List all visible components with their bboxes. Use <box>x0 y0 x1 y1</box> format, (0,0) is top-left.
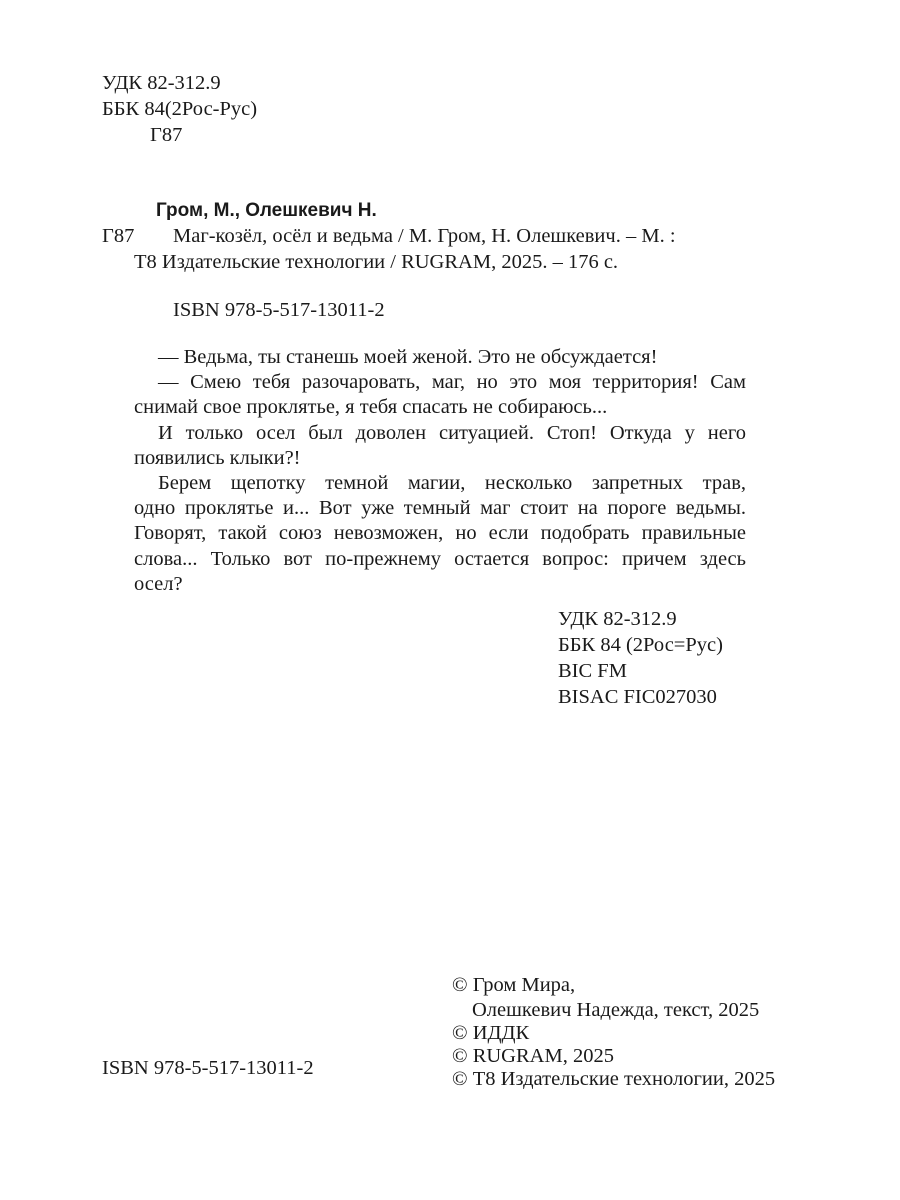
annotation-paragraph-3-line-2: появились клыки?! <box>134 446 301 469</box>
annotation-paragraph-1: — Ведьма, ты станешь моей женой. Это не обсуждается! <box>158 346 658 368</box>
annotation-paragraph-3-line-1: И только осел был доволен ситуацией. Стоп! Откуда у него <box>158 421 746 444</box>
annotation-paragraph-2-line-1: — Смею тебя разочаровать, маг, но это моя территория! Сам <box>158 371 746 394</box>
book-publisher-line: Т8 Издательские технологии / RUGRAM, 2025. – 176 с. <box>134 251 619 273</box>
copyright-line-1: © Гром Мира, <box>452 974 576 996</box>
annotation-paragraph-4-line-3: Говорят, такой союз невозможен, но если подобрать правильные <box>134 522 746 545</box>
copyright-line-5: © Т8 Издательские технологии, 2025 <box>452 1068 776 1090</box>
record-author-sign: Г87 <box>102 225 135 247</box>
copyright-line-3: © ИДДК <box>452 1022 530 1044</box>
copyright-line-2: Олешкевич Надежда, текст, 2025 <box>472 999 760 1021</box>
annotation-paragraph-4-line-2: одно проклятье и... Вот уже темный маг стоит на пороге ведьмы. <box>134 497 746 520</box>
class-udk: УДК 82-312.9 <box>558 608 677 630</box>
class-bisac: BISAC FIC027030 <box>558 686 717 708</box>
class-bbk: ББК 84 (2Рос=Рус) <box>558 634 723 656</box>
annotation-paragraph-4-line-1: Берем щепотку темной магии, несколько запретных трав, <box>158 472 746 495</box>
header-bbk: ББК 84(2Рос-Рус) <box>102 98 258 120</box>
footer-isbn: ISBN 978-5-517-13011-2 <box>102 1057 314 1079</box>
header-author-sign: Г87 <box>150 124 183 146</box>
header-udk: УДК 82-312.9 <box>102 72 221 94</box>
annotation-paragraph-2-line-2: снимай свое проклятье, я тебя спасать не собираюсь... <box>134 396 608 419</box>
copyright-line-4: © RUGRAM, 2025 <box>452 1045 614 1067</box>
annotation-paragraph-4-line-4: слова... Только вот по-прежнему остается вопрос: причем здесь <box>134 547 746 570</box>
book-authors: Гром, М., Олешкевич Н. <box>156 200 377 221</box>
record-isbn: ISBN 978-5-517-13011-2 <box>173 299 385 321</box>
book-title-line: Маг-козёл, осёл и ведьма / М. Гром, Н. Олешкевич. – М. : <box>173 225 676 247</box>
annotation <box>134 345 746 597</box>
class-bic: BIC FM <box>558 660 627 682</box>
annotation-paragraph-4-line-5: осел? <box>134 572 183 595</box>
